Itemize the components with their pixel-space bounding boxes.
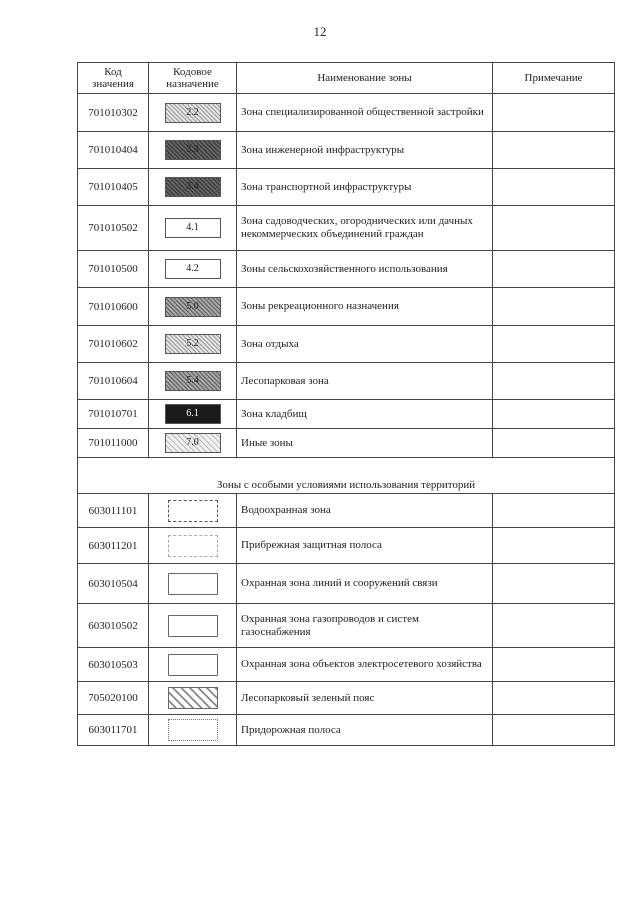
page-number: 12 [313,24,327,39]
header-designation: Кодовое назначение [149,63,237,94]
zone-swatch-cell [149,169,237,206]
zone-legend-table [77,62,615,746]
zone-code: 701010302 [78,94,149,132]
zone-code: 701010502 [78,206,149,251]
zone-swatch-cell [149,400,237,429]
zone-name: Водоохранная зона [237,494,493,528]
zone-note [493,363,615,400]
plain-swatch [165,218,221,238]
zone-swatch-cell [149,564,237,604]
table-row [78,94,615,132]
dashed-outline-swatch [168,535,218,557]
zone-swatch-cell [149,648,237,682]
zone-name: Прибрежная защитная полоса [237,528,493,564]
zone-code: 701010602 [78,326,149,363]
zone-name: Зона садоводческих, огороднических или дачных некоммерческих объединений граждан [237,206,493,251]
zone-note [493,251,615,288]
hatched-swatch [165,371,221,391]
zone-swatch-cell [149,682,237,715]
zone-swatch-cell [149,206,237,251]
outline-swatch [168,615,218,637]
table-row [78,528,615,564]
zone-swatch-cell [149,251,237,288]
header-code: Код значения [78,63,149,94]
zone-note [493,288,615,326]
hatched-swatch [165,334,221,354]
zone-note [493,604,615,648]
zone-swatch-cell [149,604,237,648]
zone-name: Охранная зона объектов электросетевого хозяйства [237,648,493,682]
zone-name: Зона транспортной инфраструктуры [237,169,493,206]
table-row [78,326,615,363]
zone-name: Зона инженерной инфраструктуры [237,132,493,169]
zone-note [493,528,615,564]
dotted-outline-swatch [168,719,218,741]
zone-name: Охранная зона газопроводов и систем газоснабжения [237,604,493,648]
header-name: Наименование зоны [237,63,493,94]
table-row [78,206,615,251]
zone-name: Иные зоны [237,429,493,458]
zone-swatch-cell [149,363,237,400]
zone-note [493,326,615,363]
table-row [78,715,615,746]
zone-swatch-cell [149,288,237,326]
table-row [78,648,615,682]
table-row [78,251,615,288]
zone-note [493,94,615,132]
zone-note [493,494,615,528]
zone-note [493,648,615,682]
zone-note [493,564,615,604]
zone-code: 701010404 [78,132,149,169]
swatch-label: 3.4 [186,181,199,192]
zone-code: 701010405 [78,169,149,206]
section-header-row [78,458,615,494]
zone-code: 603011101 [78,494,149,528]
zone-name: Зона отдыха [237,326,493,363]
swatch-label: 5.2 [186,338,199,349]
outline-swatch [168,573,218,595]
zone-name: Зоны сельскохозяйственного использования [237,251,493,288]
table-header-row [78,63,615,94]
solid-swatch [165,404,221,424]
zone-name: Зона специализированной общественной застройки [237,94,493,132]
table-row [78,288,615,326]
swatch-label: 4.1 [186,222,199,233]
table-row [78,682,615,715]
zone-name: Придорожная полоса [237,715,493,746]
zone-note [493,206,615,251]
zone-code: 701010600 [78,288,149,326]
table-row [78,363,615,400]
header-note: Примечание [493,63,615,94]
table-row [78,132,615,169]
zone-code: 701010500 [78,251,149,288]
swatch-label: 3.3 [186,144,199,155]
zone-swatch-cell [149,528,237,564]
zone-note [493,429,615,458]
table-row [78,400,615,429]
zone-code: 705020100 [78,682,149,715]
swatch-label: 2.2 [186,106,199,118]
hatched-swatch [165,103,221,123]
zone-code: 603010504 [78,564,149,604]
zone-code: 603010503 [78,648,149,682]
diagonal-stripe-swatch [168,687,218,709]
hatched-swatch [165,297,221,317]
section-title: Зоны с особыми условиями использования территорий [78,458,615,494]
zone-name: Лесопарковый зеленый пояс [237,682,493,715]
zone-note [493,169,615,206]
zone-note [493,715,615,746]
zone-code: 701011000 [78,429,149,458]
swatch-label: 4.2 [186,263,199,274]
dashed-outline-swatch [168,500,218,522]
hatched-swatch [165,140,221,160]
zone-swatch-cell [149,94,237,132]
zone-code: 701010604 [78,363,149,400]
zone-swatch-cell [149,715,237,746]
zone-name: Охранная зона линий и сооружений связи [237,564,493,604]
table-row [78,564,615,604]
zone-name: Лесопарковая зона [237,363,493,400]
swatch-label: 5.0 [186,300,199,312]
zone-swatch-cell [149,132,237,169]
table-row [78,604,615,648]
zone-code: 603011701 [78,715,149,746]
zone-note [493,400,615,429]
zone-name: Зона кладбищ [237,400,493,429]
zone-swatch-cell [149,326,237,363]
swatch-label: 5.4 [186,375,199,386]
zone-swatch-cell [149,429,237,458]
table-row [78,494,615,528]
table-row [78,169,615,206]
zone-code: 603010502 [78,604,149,648]
zone-note [493,682,615,715]
outline-swatch [168,654,218,676]
zone-note [493,132,615,169]
swatch-label: 7.0 [186,437,199,448]
zone-name: Зоны рекреационного назначения [237,288,493,326]
zone-code: 603011201 [78,528,149,564]
plain-swatch [165,259,221,279]
hatched-swatch [165,433,221,453]
table-row [78,429,615,458]
swatch-label: 6.1 [186,408,199,419]
zone-swatch-cell [149,494,237,528]
zone-code: 701010701 [78,400,149,429]
hatched-swatch [165,177,221,197]
